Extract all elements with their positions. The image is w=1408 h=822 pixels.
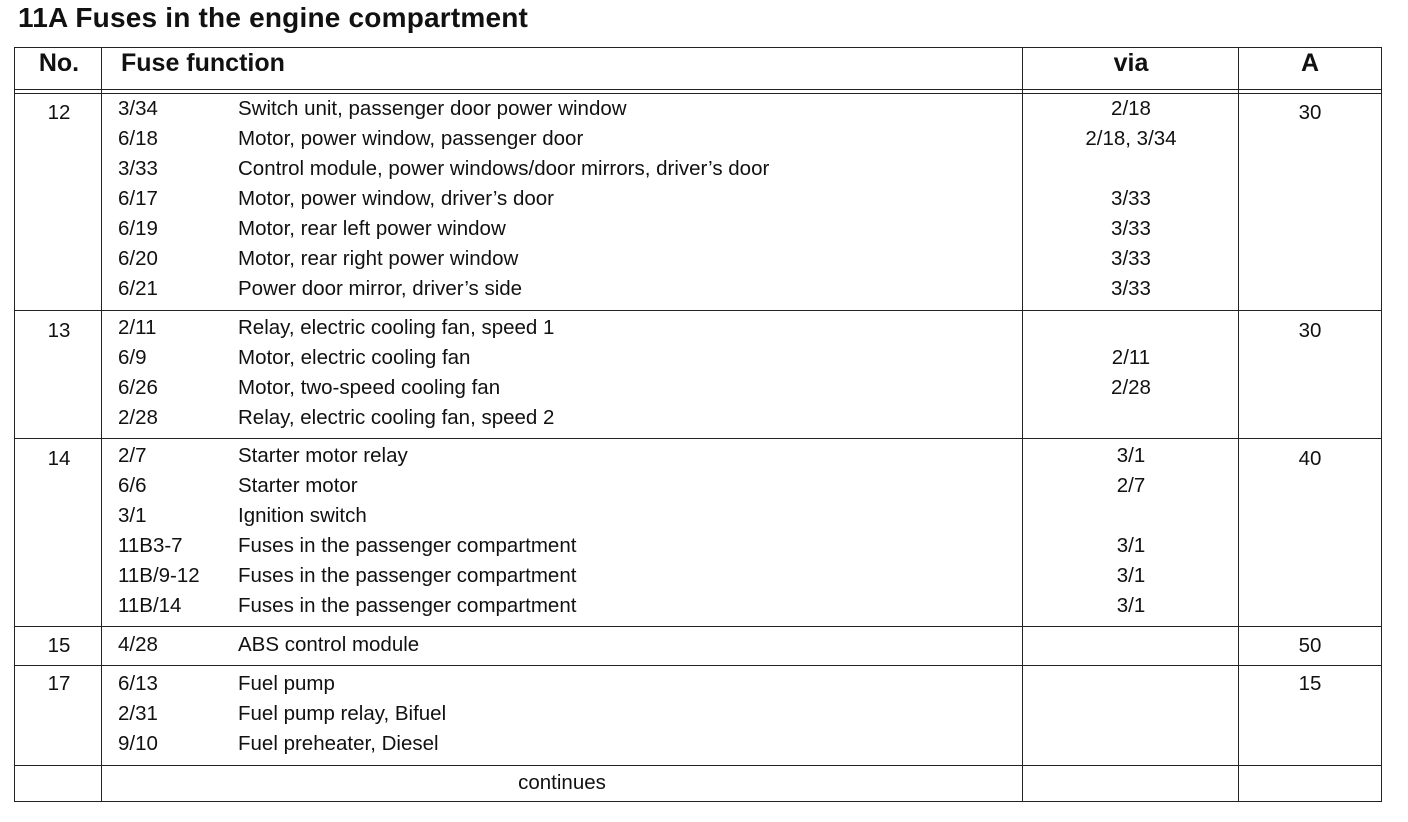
fuse-function: Motor, electric cooling fan [238,346,471,369]
header-amp: A [1300,49,1320,77]
via-list [1024,94,1238,304]
column-divider [1022,47,1023,802]
component-code: 6/17 [118,187,158,210]
fuse-function: Motor, two-speed cooling fan [238,376,501,399]
via-code: 3/1 [1116,444,1146,467]
via-code: 2/18 [1111,97,1151,120]
continues-note: continues [518,771,606,794]
fuse-function: Fuel preheater, Diesel [238,732,439,755]
fuse-function: Motor, rear right power window [238,247,519,270]
row-divider [14,438,1382,439]
via-code: 3/33 [1111,187,1151,210]
column-divider [1238,47,1239,802]
fuse-function: Fuses in the passenger compartment [238,534,577,557]
footer-rule [14,765,1382,766]
component-code-list [118,94,238,304]
via-code [1024,313,1238,343]
component-code: 6/6 [118,474,147,497]
fuse-number: 15 [47,634,71,657]
header-no: No. [38,49,80,77]
function-list [238,94,1018,304]
via-list [1024,669,1238,759]
fuse-amperage: 30 [1298,319,1322,342]
fuse-function: Relay, electric cooling fan, speed 2 [238,406,555,429]
via-code: 3/1 [1116,534,1146,557]
function-list [238,313,1018,433]
row-divider [14,665,1382,666]
via-code [1024,403,1238,433]
component-code: 6/19 [118,217,158,240]
fuse-function: Power door mirror, driver’s side [238,277,523,300]
component-code: 3/1 [118,504,147,527]
component-code: 9/10 [118,732,158,755]
row-divider [14,310,1382,311]
via-code [1024,501,1238,531]
via-list [1024,630,1238,660]
component-code: 6/9 [118,346,147,369]
page-title: 11A Fuses in the engine compartment [18,2,529,33]
component-code: 11B/9-12 [118,564,200,587]
function-list [238,630,1018,660]
component-code: 3/34 [118,97,158,120]
component-code: 11B/14 [118,594,182,617]
fuse-function: Motor, rear left power window [238,217,506,240]
fuse-number: 17 [47,672,71,695]
component-code-list [118,630,238,660]
via-code: 2/11 [1111,346,1151,369]
fuse-function: Fuses in the passenger compartment [238,564,577,587]
fuse-function: Starter motor relay [238,444,408,467]
function-list [238,441,1018,621]
component-code: 2/31 [118,702,158,725]
fuse-amperage: 40 [1298,447,1322,470]
fuse-function: Starter motor [238,474,358,497]
component-code: 6/13 [118,672,158,695]
via-list [1024,313,1238,433]
fuse-amperage: 50 [1298,634,1322,657]
via-code: 3/33 [1111,277,1151,300]
fuse-function: Motor, power window, passenger door [238,127,584,150]
via-code [1024,669,1238,699]
header-function: Fuse function [121,49,285,77]
header-rule [14,89,1382,90]
via-code [1024,699,1238,729]
via-code: 2/18, 3/34 [1085,127,1177,150]
fuse-function: Motor, power window, driver’s door [238,187,554,210]
via-code: 3/33 [1111,247,1151,270]
via-code: 3/1 [1116,594,1146,617]
component-code: 2/11 [118,316,157,339]
row-divider [14,626,1382,627]
component-code: 11B3-7 [118,534,183,557]
component-code-list [118,669,238,759]
component-code: 6/26 [118,376,158,399]
fuse-function: Switch unit, passenger door power window [238,97,627,120]
fuse-function: Relay, electric cooling fan, speed 1 [238,316,555,339]
fuse-function: Control module, power windows/door mirrors, driver’s door [238,157,770,180]
via-code: 3/33 [1111,217,1151,240]
fuse-number: 12 [47,101,71,124]
via-code [1024,729,1238,759]
component-code: 3/33 [118,157,158,180]
header-via: via [1113,49,1149,77]
via-code [1024,154,1238,184]
component-code: 2/28 [118,406,158,429]
component-code: 4/28 [118,633,158,656]
via-code: 2/7 [1116,474,1146,497]
via-code: 2/28 [1111,376,1151,399]
fuse-function: ABS control module [238,633,420,656]
component-code: 6/18 [118,127,158,150]
function-list [238,669,1018,759]
component-code-list [118,441,238,621]
via-code [1024,630,1238,660]
component-code-list [118,313,238,433]
fuse-function: Ignition switch [238,504,367,527]
component-code: 6/21 [118,277,158,300]
fuse-amperage: 15 [1298,672,1322,695]
component-code: 2/7 [118,444,147,467]
via-code: 3/1 [1116,564,1146,587]
fuse-number: 14 [47,447,71,470]
fuse-amperage: 30 [1298,101,1322,124]
fuse-function: Fuses in the passenger compartment [238,594,577,617]
fuse-number: 13 [47,319,71,342]
component-code: 6/20 [118,247,158,270]
via-list [1024,441,1238,621]
fuse-function: Fuel pump [238,672,335,695]
fuse-function: Fuel pump relay, Bifuel [238,702,447,725]
